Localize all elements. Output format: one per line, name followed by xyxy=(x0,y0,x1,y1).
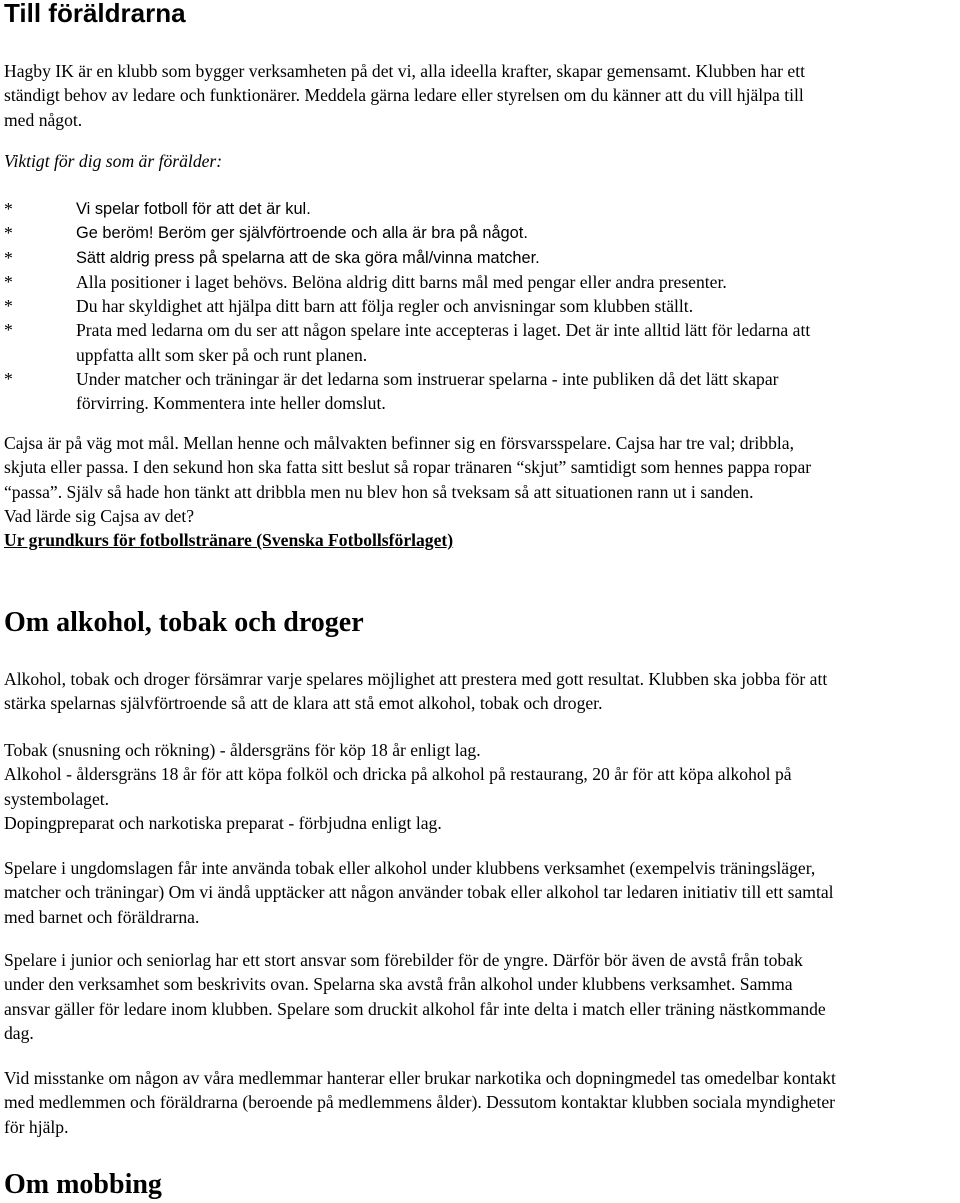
list-item xyxy=(4,221,956,245)
bullet-marker: * xyxy=(4,271,13,292)
list-item xyxy=(4,367,956,416)
alcohol-paragraph-2 xyxy=(4,738,956,835)
list-item xyxy=(4,270,956,294)
paragraph-line: dag. xyxy=(4,1022,34,1043)
paragraph-line: ansvar gäller för ledare inom klubben. Spelare som druckit alkohol får inte delta i match eller träning nästkommande xyxy=(4,998,826,1019)
list-item xyxy=(4,197,956,221)
paragraph-line: för hjälp. xyxy=(4,1116,69,1137)
bullet-marker: * xyxy=(4,199,13,219)
paragraph-line: systembolaget. xyxy=(4,788,110,809)
bullet-marker: * xyxy=(4,369,13,390)
story-line: “passa”. Själv så hade hon tänkt att dribbla men nu blev hon så tveksam så att situationen rann ut i sanden. xyxy=(4,481,754,502)
bullet-marker: * xyxy=(4,223,13,244)
list-item-text: Alla positioner i laget behövs. Belöna aldrig ditt barns mål med pengar eller andra presenter. xyxy=(76,271,727,292)
source-citation: Ur grundkurs för fotbollstränare (Svenska Fotbollsförlaget) xyxy=(4,530,454,551)
alcohol-paragraph-1 xyxy=(4,667,956,716)
section-heading-alcohol: Om alkohol, tobak och droger xyxy=(4,607,364,638)
paragraph-line: under den verksamhet som beskrivits ovan. Spelarna ska avstå från alkohol under klubbens verksamhet. Samma xyxy=(4,974,793,995)
page-title: Till föräldrarna xyxy=(4,0,186,28)
paragraph-line: med medlemmen och föräldrarna (beroende på medlemmens ålder). Dessutom kontaktar klubben sociala myndigheter xyxy=(4,1092,836,1113)
important-heading: Viktigt för dig som är förälder: xyxy=(4,151,223,171)
paragraph-line: Vid misstanke om någon av våra medlemmar hanterar eller brukar narkotika och dopningmedel tas omedelbar kontakt xyxy=(4,1068,836,1088)
list-item-text: förvirring. Kommentera inte heller domslut. xyxy=(76,393,386,414)
intro-line: ständigt behov av ledare och funktionärer. Meddela gärna ledare eller styrelsen om du känner att du vill hjälpa till xyxy=(4,85,804,106)
list-item-text: Du har skyldighet att hjälpa ditt barn att följa regler och anvisningar som klubben ställt. xyxy=(76,296,694,317)
list-item-text: Vi spelar fotboll för att det är kul. xyxy=(76,200,311,218)
list-item-text: Sätt aldrig press på spelarna att de ska göra mål/vinna matcher. xyxy=(76,248,540,267)
list-item xyxy=(4,294,956,318)
paragraph-line: Tobak (snusning och rökning) - åldersgräns för köp 18 år enligt lag. xyxy=(4,740,481,760)
paragraph-line: Dopingpreparat och narkotiska preparat - förbjudna enligt lag. xyxy=(4,812,442,833)
section-heading-bullying: Om mobbing xyxy=(4,1169,162,1200)
paragraph-line: Spelare i junior och seniorlag har ett stort ansvar som förebilder för de yngre. Därför bör även de avstå från tobak xyxy=(4,950,803,970)
paragraph-line: med barnet och föräldrarna. xyxy=(4,906,200,927)
paragraph-line: matcher och träningar) Om vi ändå upptäcker att någon använder tobak eller alkohol tar ledaren initiativ till ett samtal xyxy=(4,882,834,903)
paragraph-line: Spelare i ungdomslagen får inte använda tobak eller alkohol under klubbens verksamhet (exempelvis träningsläger, xyxy=(4,858,816,878)
list-item-text: Ge beröm! Beröm ger självförtroende och alla är bra på något. xyxy=(76,224,528,243)
story-paragraph xyxy=(4,431,956,552)
list-item-text: Under matcher och träningar är det ledarna som instruerar spelarna - inte publiken då det lätt skapar xyxy=(76,369,779,390)
list-item xyxy=(4,318,956,367)
bullet-marker: * xyxy=(4,247,13,268)
alcohol-paragraph-4 xyxy=(4,948,956,1045)
list-item-text: Prata med ledarna om du ser att någon spelare inte accepteras i laget. Det är inte alltid lätt för ledarna att xyxy=(76,320,811,341)
bullet-marker: * xyxy=(4,320,13,341)
intro-line: Hagby IK är en klubb som bygger verksamheten på det vi, alla ideella krafter, skapar gemensamt. Klubben har ett xyxy=(4,61,805,81)
alcohol-paragraph-5 xyxy=(4,1066,956,1139)
parent-guidelines-list xyxy=(4,197,956,416)
bullet-marker: * xyxy=(4,296,13,317)
story-line: Vad lärde sig Cajsa av det? xyxy=(4,505,195,526)
story-line: skjuta eller passa. I den sekund hon ska fatta sitt beslut så ropar tränaren “skjut” samtidigt som hennes pappa ropar xyxy=(4,457,812,478)
paragraph-line: stärka spelarnas självförtroende så att de klara att stå emot alkohol, tobak och droger. xyxy=(4,693,603,714)
list-item xyxy=(4,246,956,270)
story-line: Cajsa är på väg mot mål. Mellan henne och målvakten befinner sig en försvarsspelare. Cajsa har tre val; dribbla, xyxy=(4,433,794,453)
paragraph-line: Alkohol, tobak och droger försämrar varje spelares möjlighet att prestera med gott resultat. Klubben ska jobba för att xyxy=(4,669,828,689)
alcohol-paragraph-3 xyxy=(4,856,956,929)
paragraph-line: Alkohol - åldersgräns 18 år för att köpa folköl och dricka på alkohol på restaurang, 20 år för att köpa alkohol på xyxy=(4,764,792,785)
intro-paragraph xyxy=(4,59,956,132)
intro-line: med något. xyxy=(4,109,83,130)
list-item-text: uppfatta allt som sker på och runt planen. xyxy=(76,344,368,365)
